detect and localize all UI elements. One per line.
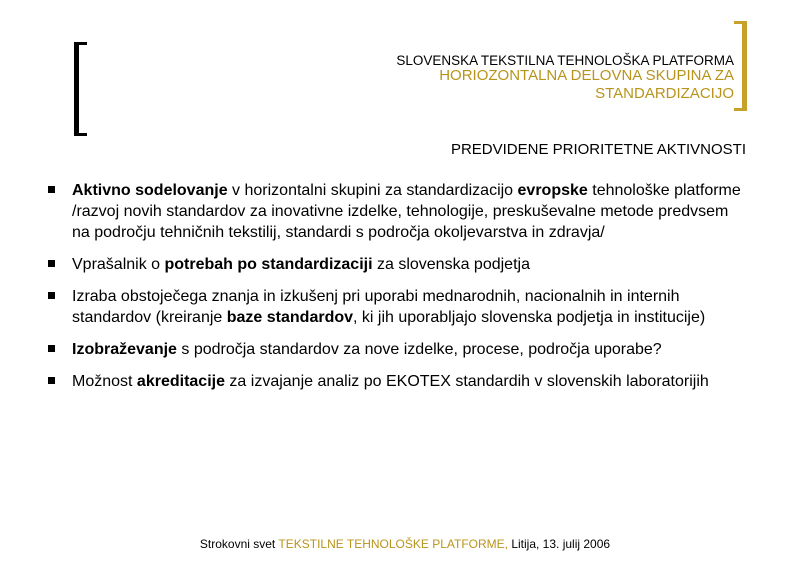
working-group-line-2: STANDARDIZACIJO bbox=[595, 85, 734, 102]
footer bbox=[0, 537, 810, 551]
body-text: s področja standardov za nove izdelke, procese, področja uporabe? bbox=[176, 341, 662, 358]
body-text: tehnološke platforme /razvoj novih standardov za inovativne izdelke, tehnologije, preskuševalne metode predvsem na področju tehničnih tekstilij, standardi s področja okoljevarstva in zdravja/ bbox=[72, 182, 741, 241]
bold-text: Izobraževanje bbox=[72, 341, 177, 358]
square-bullet-icon bbox=[48, 186, 55, 193]
bold-text: baze standardov bbox=[226, 309, 354, 326]
body-text: Izraba obstoječega znanja in izkušenj pri uporabi mednarodnih, nacionalnih in internih standardov (kreiranje bbox=[72, 288, 680, 326]
bullet-list bbox=[48, 180, 748, 403]
bold-text: akreditacije bbox=[136, 373, 225, 390]
body-text: za slovenska podjetja bbox=[372, 256, 530, 273]
body-text: v horizontalni skupini za standardizacijo bbox=[227, 182, 518, 199]
footer-highlight: TEKSTILNE TEHNOLOŠKE PLATFORME, bbox=[278, 537, 508, 551]
list-item bbox=[48, 339, 748, 360]
square-bullet-icon bbox=[48, 260, 55, 267]
footer-prefix: Strokovni svet bbox=[199, 537, 279, 551]
body-text: za izvajanje analiz po EKOTEX standardih v slovenskih laboratorijih bbox=[224, 373, 709, 390]
bold-text: potrebah po standardizaciji bbox=[164, 256, 373, 273]
footer-suffix: Litija, 13. julij 2006 bbox=[508, 537, 611, 551]
list-item bbox=[48, 180, 748, 243]
right-bracket-decoration bbox=[734, 21, 747, 111]
bold-text: evropske bbox=[517, 182, 588, 199]
list-item bbox=[48, 254, 748, 275]
square-bullet-icon bbox=[48, 292, 55, 299]
square-bullet-icon bbox=[48, 377, 55, 384]
left-bracket-decoration bbox=[74, 42, 87, 136]
body-text: Vprašalnik o bbox=[72, 256, 165, 273]
working-group-title bbox=[334, 67, 734, 103]
square-bullet-icon bbox=[48, 345, 55, 352]
body-text: Možnost bbox=[72, 373, 137, 390]
list-item bbox=[48, 371, 748, 392]
working-group-line-1: HORIOZONTALNA DELOVNA SKUPINA ZA bbox=[439, 67, 734, 84]
body-text: , ki jih uporabljajo slovenska podjetja in institucije) bbox=[353, 309, 706, 326]
list-item bbox=[48, 286, 748, 328]
bold-text: Aktivno sodelovanje bbox=[72, 182, 228, 199]
organization-name: SLOVENSKA TEKSTILNA TEHNOLOŠKA PLATFORMA bbox=[396, 53, 734, 68]
section-title: PREDVIDENE PRIORITETNE AKTIVNOSTI bbox=[450, 141, 746, 158]
